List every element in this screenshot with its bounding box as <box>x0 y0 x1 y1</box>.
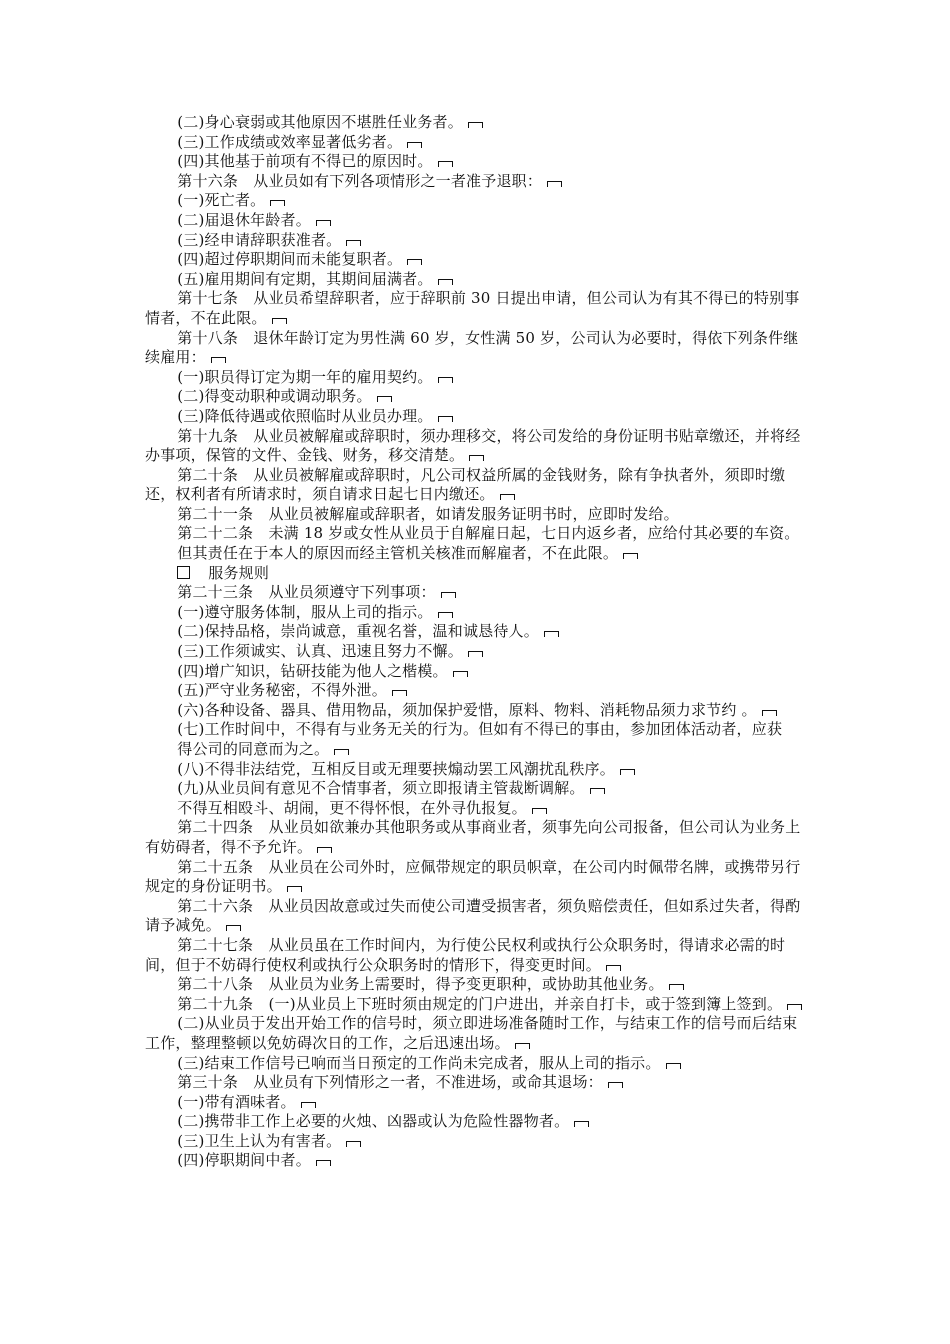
paragraph-mark-icon <box>392 690 407 696</box>
paragraph-text: 得公司的同意而为之。 <box>177 740 330 758</box>
paragraph <box>145 818 810 857</box>
paragraph <box>145 524 810 544</box>
paragraph-mark-icon <box>468 651 483 657</box>
paragraph-text: (七)工作时间中，不得有与业务无关的行为。但如有不得已的事由，参加团体活动者，应获 <box>177 720 783 739</box>
paragraph-text: 第十七条 从业员希望辞职者，应于辞职前 30 日提出申请，但公司认为有其不得已的特别事情者，不在此限。 <box>145 289 800 327</box>
paragraph-text: (二)携带非工作上必要的火烛、凶器或认为危险性器物者。 <box>177 1112 570 1131</box>
paragraph <box>145 113 810 133</box>
paragraph-mark-icon <box>438 161 453 167</box>
paragraph <box>145 701 810 721</box>
paragraph-text: 但其责任在于本人的原因而经主管机关核准而解雇者，不在此限。 <box>177 544 619 563</box>
paragraph-mark-icon <box>346 240 361 246</box>
paragraph-text: 第二十二条 未满 18 岁或女性从业员于自解雇日起，七日内返乡者，应给付其必要的车资。 <box>177 524 800 543</box>
paragraph-mark-icon <box>316 220 331 226</box>
paragraph <box>145 1093 810 1113</box>
paragraph-text: (一)遵守服务体制，服从上司的指示。 <box>177 602 433 621</box>
paragraph-mark-icon <box>469 455 484 461</box>
paragraph-mark-icon <box>468 122 483 128</box>
paragraph-text: (二)保持品格，崇尚诚意，重视名誉，温和诚恳待人。 <box>177 622 539 641</box>
paragraph <box>145 799 810 819</box>
paragraph <box>145 779 810 799</box>
paragraph-text: (五)雇用期间有定期，其期间届满者。 <box>177 269 433 288</box>
paragraph-text: (四)超过停职期间而未能复职者。 <box>177 250 403 269</box>
paragraph <box>145 720 810 740</box>
paragraph-mark-icon <box>441 592 456 598</box>
paragraph-mark-icon <box>211 357 226 363</box>
paragraph <box>145 387 810 407</box>
paragraph <box>145 270 810 290</box>
paragraph-text: (一)带有酒味者。 <box>177 1092 296 1111</box>
paragraph-text: (三)结束工作信号已响而当日预定的工作尚未完成者，服从上司的指示。 <box>177 1053 661 1072</box>
paragraph <box>145 995 810 1015</box>
paragraph <box>145 1112 810 1132</box>
paragraph <box>145 1151 810 1171</box>
paragraph <box>145 975 810 995</box>
paragraph-text: 第二十三条 从业员须遵守下列事项： <box>177 583 436 602</box>
section-heading <box>145 564 810 584</box>
paragraph <box>145 368 810 388</box>
paragraph-mark-icon <box>453 671 468 677</box>
paragraph <box>145 740 810 760</box>
paragraph <box>145 211 810 231</box>
paragraph-mark-icon <box>762 710 777 716</box>
paragraph <box>145 544 810 564</box>
paragraph <box>145 289 810 328</box>
paragraph-text: 服务规则 <box>208 563 270 582</box>
paragraph-text: (三)工作须诚实、认真、迅速且努力不懈。 <box>177 642 463 661</box>
paragraph-text: (一)职员得订定为期一年的雇用契约。 <box>177 367 433 386</box>
paragraph <box>145 681 810 701</box>
paragraph-text: (三)经申请辞职获准者。 <box>177 230 342 249</box>
paragraph-mark-icon <box>407 259 422 265</box>
paragraph-mark-icon <box>544 631 559 637</box>
document-body <box>145 113 810 1171</box>
paragraph <box>145 583 810 603</box>
paragraph-mark-icon <box>669 984 684 990</box>
paragraph-mark-icon <box>316 1160 331 1166</box>
paragraph <box>145 897 810 936</box>
paragraph-text: (二)身心衰弱或其他原因不堪胜任业务者。 <box>177 113 463 131</box>
paragraph-mark-icon <box>438 279 453 285</box>
paragraph-mark-icon <box>272 318 287 324</box>
paragraph-text: 第二十七条 从业员虽在工作时间内，为行使公民权利或执行公众职务时，得请求必需的时间，但于不妨碍行使权利或执行公众职务时的情形下，得变更时间。 <box>145 935 786 974</box>
paragraph-mark-icon <box>787 1004 802 1010</box>
paragraph-text: (三)卫生上认为有害者。 <box>177 1131 342 1150</box>
paragraph-mark-icon <box>346 1141 361 1147</box>
paragraph-mark-icon <box>608 1082 623 1088</box>
paragraph <box>145 427 810 466</box>
paragraph-text: (八)不得非法结党，互相反目或无理要挟煽动罢工风潮扰乱秩序。 <box>177 759 615 778</box>
paragraph-text: 第三十条 从业员有下列情形之一者，不准进场，或命其退场： <box>177 1073 603 1092</box>
paragraph-mark-icon <box>620 769 635 775</box>
paragraph-text: (四)增广知识，钻研技能为他人之楷模。 <box>177 661 448 680</box>
paragraph <box>145 1132 810 1152</box>
paragraph-mark-icon <box>500 494 515 500</box>
paragraph-text: (三)降低待遇或依照临时从业员办理。 <box>177 406 433 425</box>
paragraph <box>145 622 810 642</box>
paragraph-text: (四)停职期间中者。 <box>177 1151 311 1170</box>
paragraph-text: (九)从业员间有意见不合情事者，须立即报请主管裁断调解。 <box>177 779 585 798</box>
paragraph <box>145 505 810 525</box>
paragraph-text: (四)其他基于前项有不得已的原因时。 <box>177 152 433 171</box>
paragraph-text: (三)工作成绩或效率显著低劣者。 <box>177 132 403 151</box>
paragraph-mark-icon <box>574 1121 589 1127</box>
paragraph <box>145 642 810 662</box>
paragraph-mark-icon <box>301 1102 316 1108</box>
paragraph-mark-icon <box>590 788 605 794</box>
paragraph-mark-icon <box>407 142 422 148</box>
paragraph <box>145 172 810 192</box>
paragraph <box>145 760 810 780</box>
paragraph <box>145 191 810 211</box>
paragraph-text: (二)得变动职种或调动职务。 <box>177 387 372 406</box>
paragraph-text: 第二十八条 从业员为业务上需要时，得予变更职种，或协助其他业务。 <box>177 975 664 994</box>
paragraph-mark-icon <box>666 1063 681 1069</box>
paragraph-text: (二)届退休年龄者。 <box>177 210 311 229</box>
paragraph-mark-icon <box>515 1043 530 1049</box>
paragraph-mark-icon <box>438 416 453 422</box>
paragraph <box>145 152 810 172</box>
paragraph <box>145 1014 810 1053</box>
paragraph-mark-icon <box>532 808 547 814</box>
paragraph-text: 第二十六条 从业员因故意或过失而使公司遭受损害者，须负赔偿责任，但如系过失者，得酌请予减免。 <box>145 896 801 935</box>
paragraph-mark-icon <box>287 886 302 892</box>
paragraph-text: 第二十九条 (一)从业员上下班时须由规定的门户进出，并亲自打卡，或于签到簿上签到。 <box>177 994 783 1013</box>
paragraph-text: (六)各种设备、器具、借用物品，须加保护爱惜，原料、物料、消耗物品须力求节约 。 <box>177 700 757 719</box>
paragraph-text: 第二十四条 从业员如欲兼办其他职务或从事商业者，须事先向公司报备，但公司认为业务上有妨碍者，得不予允许。 <box>145 818 801 856</box>
paragraph <box>145 466 810 505</box>
paragraph-text: 第十八条 退休年龄订定为男性满 60 岁，女性满 50 岁，公司认为必要时，得依下列条件继续雇用： <box>145 328 799 367</box>
paragraph-mark-icon <box>317 847 332 853</box>
paragraph-text: 第二十条 从业员被解雇或辞职时，凡公司权益所属的金钱财务，除有争执者外，须即时缴还，权利者有所请求时，须自请求日起七日内缴还。 <box>145 465 786 504</box>
paragraph-text: (一)死亡者。 <box>177 191 266 210</box>
paragraph <box>145 329 810 368</box>
paragraph <box>145 231 810 251</box>
paragraph <box>145 1073 810 1093</box>
paragraph-text: (二)从业员于发出开始工作的信号时，须立即进场准备随时工作，与结束工作的信号而后结束工作，整理整顿以免妨碍次日的工作，之后迅速出场。 <box>145 1014 798 1052</box>
paragraph <box>145 250 810 270</box>
paragraph <box>145 936 810 975</box>
paragraph-mark-icon <box>438 612 453 618</box>
paragraph <box>145 858 810 897</box>
paragraph-text: 第二十一条 从业员被解雇或辞职者，如请发服务证明书时，应即时发给。 <box>177 504 679 523</box>
paragraph-mark-icon <box>334 749 349 755</box>
paragraph-text: 不得互相殴斗、胡闹，更不得怀恨，在外寻仇报复。 <box>177 798 527 817</box>
checkbox-square-icon <box>177 566 190 579</box>
paragraph-mark-icon <box>270 200 285 206</box>
paragraph-text: 第十九条 从业员被解雇或辞职时，须办理移交，将公司发给的身份证明书贴章缴还，并将经办事项，保管的文件、金钱、财务，移交清楚。 <box>145 426 801 465</box>
paragraph-text: 第二十五条 从业员在公司外时，应佩带规定的职员帜章，在公司内时佩带名牌，或携带另行规定的身份证明书。 <box>145 857 801 896</box>
paragraph <box>145 603 810 623</box>
paragraph-text: 第十六条 从业员如有下列各项情形之一者准予退职： <box>177 171 543 190</box>
paragraph-mark-icon <box>623 553 638 559</box>
paragraph-mark-icon <box>226 925 241 931</box>
paragraph-mark-icon <box>547 181 562 187</box>
paragraph-mark-icon <box>438 377 453 383</box>
paragraph <box>145 407 810 427</box>
paragraph <box>145 662 810 682</box>
paragraph <box>145 1054 810 1074</box>
paragraph-mark-icon <box>606 965 621 971</box>
paragraph-mark-icon <box>377 396 392 402</box>
paragraph-text: (五)严守业务秘密，不得外泄。 <box>177 681 387 700</box>
paragraph <box>145 133 810 153</box>
